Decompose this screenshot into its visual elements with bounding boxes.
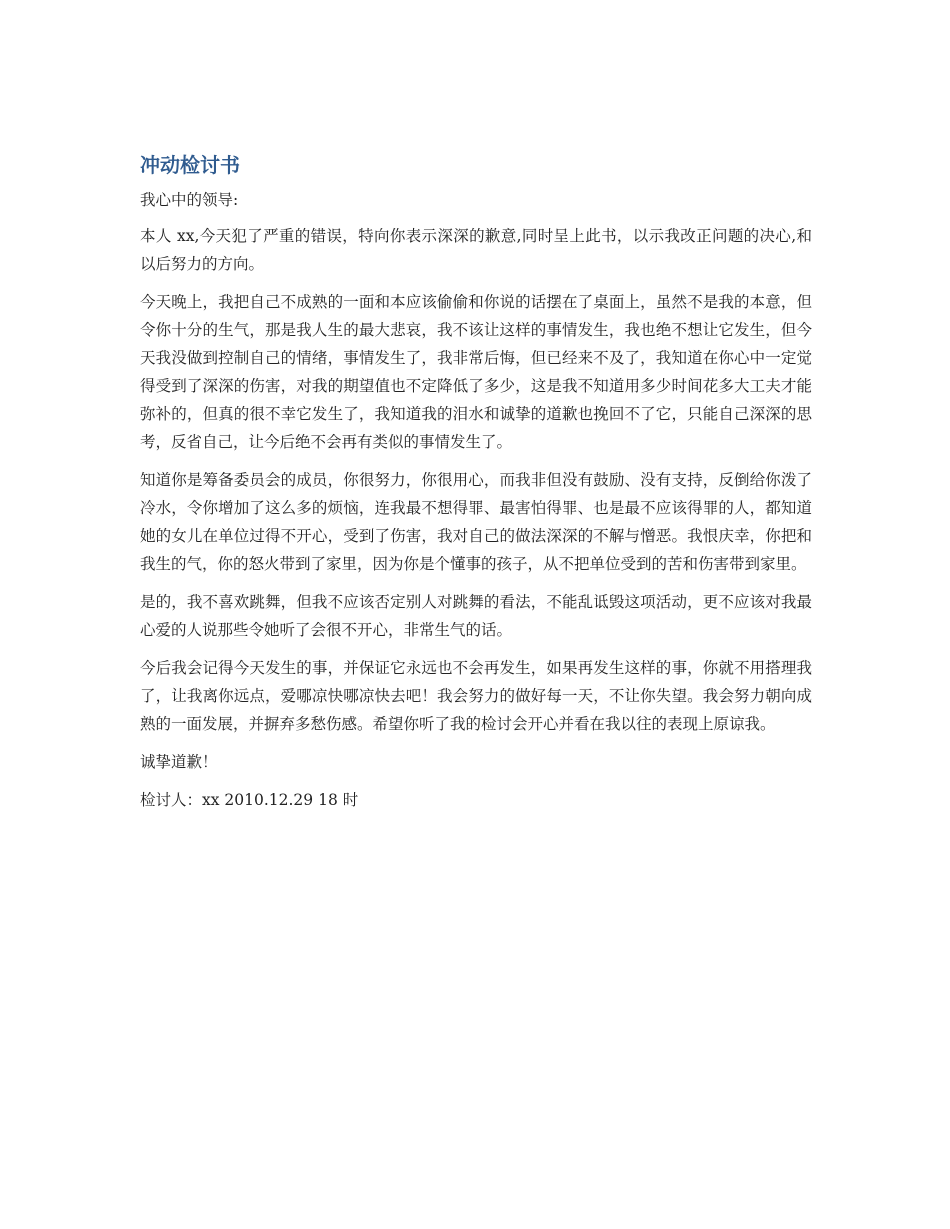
salutation: 我心中的领导: bbox=[140, 191, 239, 209]
document-page bbox=[140, 150, 812, 824]
closing-line: 诚挚道歉！ bbox=[140, 753, 218, 771]
paragraph-2: 今天晚上，我把自己不成熟的一面和本应该偷偷和你说的话摆在了桌面上，虽然不是我的本意，但令你十分的生气，那是我人生的最大悲哀，我不该让这样的事情发生，我也绝不想让它发生，但今天我没做到控制自己的情绪，事情发生了，我非常后悔，但已经来不及了，我知道在你心中一定觉得受到了深深的伤害，对我的期望值也不定降低了多少，这是我不知道用多少时间花多大工夫才能弥补的，但真的很不幸它发生了，我知道我的泪水和诚挚的道歉也挽回不了它，只能自己深深的思考，反省自己，让今后绝不会再有类似的事情发生了。 bbox=[140, 293, 812, 451]
document-title: 冲动检讨书 bbox=[140, 153, 240, 177]
paragraph-4: 是的，我不喜欢跳舞，但我不应该否定别人对跳舞的看法，不能乱诋毁这项活动，更不应该对我最心爱的人说那些令她听了会很不开心，非常生气的话。 bbox=[140, 593, 812, 639]
signature-line: 检讨人：xx 2010.12.29 18 时 bbox=[140, 791, 359, 809]
paragraph-5: 今后我会记得今天发生的事，并保证它永远也不会再发生，如果再发生这样的事，你就不用搭理我了，让我离你远点，爱哪凉快哪凉快去吧！我会努力的做好每一天，不让你失望。我会努力朝向成熟的一面发展，并摒弃多愁伤感。希望你听了我的检讨会开心并看在我以往的表现上原谅我。 bbox=[140, 659, 812, 733]
paragraph-1: 本人 xx,今天犯了严重的错误，特向你表示深深的歉意,同时呈上此书，以示我改正问题的决心,和以后努力的方向。 bbox=[140, 227, 812, 273]
paragraph-3: 知道你是筹备委员会的成员，你很努力，你很用心，而我非但没有鼓励、没有支持，反倒给你泼了冷水，令你增加了这么多的烦恼，连我最不想得罪、最害怕得罪、也是最不应该得罪的人，都知道她的女儿在单位过得不开心，受到了伤害，我对自己的做法深深的不解与憎恶。我恨庆幸，你把和我生的气，你的怒火带到了家里，因为你是个懂事的孩子，从不把单位受到的苦和伤害带到家里。 bbox=[140, 471, 812, 573]
